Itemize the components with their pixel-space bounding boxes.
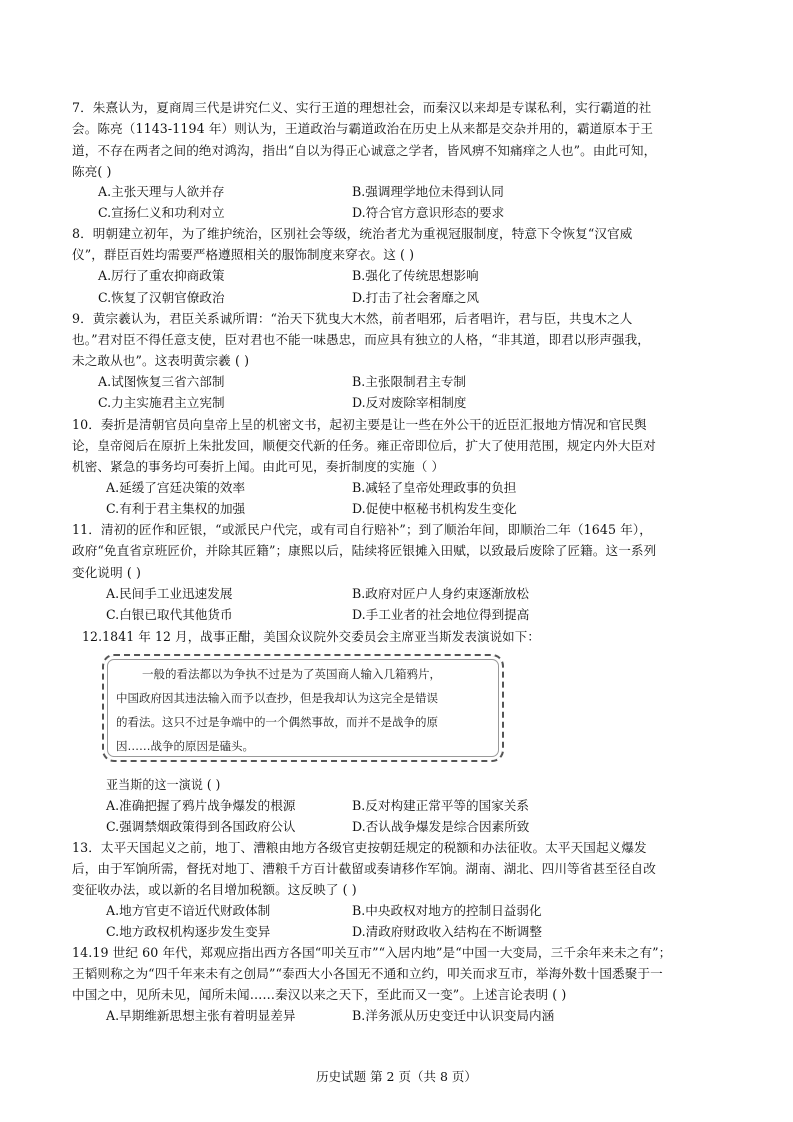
question-11-option-a: A.民间手工业迅速发展 [106, 586, 233, 601]
question-7-option-b: B.强调理学地位未得到认同 [352, 184, 504, 199]
question-7-option-a: A.主张天理与人欲并存 [98, 184, 225, 199]
page-footer: 历史试题 第 2 页（共 8 页） [316, 1069, 477, 1084]
question-8-line: 仪”，群臣百姓均需要严格遵照相关的服饰制度来穿衣。这 ( ) [72, 247, 415, 262]
question-7-line: 7．朱熹认为，夏商周三代是讲究仁义、实行王道的理想社会，而秦汉以来却是专谋私利，实行霸道的社 [72, 100, 652, 115]
question-9-option-a: A.试图恢复三省六部制 [98, 374, 225, 389]
question-12-intro: 12.1841 年 12 月，战事正酣，美国众议院外交委员会主席亚当斯发表演说如下： [82, 629, 540, 644]
question-9-option-c: C.力主实施君主立宪制 [98, 395, 225, 410]
question-12-option-c: C.强调禁烟政策得到各国政府公认 [106, 819, 296, 834]
question-10-line: 论，皇帝阅后在原折上朱批发回，顺便交代新的任务。雍正帝即位后，扩大了使用范围，规定内外大臣对 [72, 438, 656, 453]
question-13-option-b: B.中央政权对地方的控制日益弱化 [352, 903, 542, 918]
question-11-option-d: D.手工业者的社会地位得到提高 [352, 607, 530, 622]
question-12-option-d: D.否认战争爆发是综合因素所致 [352, 819, 530, 834]
question-7-option-c: C.宣扬仁义和功利对立 [98, 205, 225, 220]
question-14-line: 中国之中，见所未见，闻所未闻……秦汉以来之天下，至此而又一变”。上述言论表明 ( ) [72, 987, 567, 1002]
question-10-line: 机密、紧急的事务均可奏折上闻。由此可见，奏折制度的实施（ ） [72, 459, 445, 474]
question-13-option-c: C.地方政权机构逐步发生变异 [106, 924, 271, 939]
question-11-line: 政府“免直省京班匠价，并除其匠籍”；康熙以后，陆续将匠银摊入田赋，以致最后废除了匠籍。这一系列 [72, 543, 657, 558]
question-14-line: 14.19 世纪 60 年代，郑观应指出西方各国“叩关互市”“入居内地”是“中国一大变局，三千余年来未之有”； [72, 945, 672, 960]
question-14-option-b: B.洋务派从历史变迁中认识变局内涵 [352, 1008, 555, 1023]
question-12-option-a: A.准确把握了鸦片战争爆发的根源 [106, 798, 296, 813]
question-9-line: 9．黄宗羲认为，君臣关系诚所谓：“治天下犹曳大木然，前者唱邪，后者唱许，君与臣，共曳木之人 [72, 311, 633, 326]
question-13-line: 13．太平天国起义之前，地丁、漕粮由地方各级官吏按朝廷规定的税额和办法征收。太平天国起义爆发 [72, 840, 647, 855]
question-14-line: 王韬则称之为“四千年来未有之创局”“泰西大小各国无不通和立约，叩关而求互市，举海外数十国悉聚于一 [72, 966, 663, 981]
question-11-line: 变化说明 ( ) [72, 565, 142, 580]
question-8-option-a: A.厉行了重农抑商政策 [98, 268, 225, 283]
question-8-option-d: D.打击了社会奢靡之风 [352, 290, 479, 305]
question-13-option-a: A.地方官吏不谙近代财政体制 [106, 903, 271, 918]
question-9-line: 未之敢从也”。这表明黄宗羲 ( ) [72, 353, 250, 368]
question-13-option-d: D.清政府财政收入结构在不断调整 [352, 924, 542, 939]
quote-line: 的看法。这只不过是争端中的一个偶然事故，而并不是战争的原 [116, 715, 438, 729]
question-11-option-b: B.政府对匠户人身约束逐渐放松 [352, 586, 529, 601]
quote-line: 因……战争的原因是磕头。 [116, 739, 254, 753]
question-10-option-c: C.有利于君主集权的加强 [106, 501, 246, 516]
question-11-option-c: C.白银已取代其他货币 [106, 607, 233, 622]
question-7-line: 陈亮( ) [72, 164, 112, 179]
question-10-option-a: A.延缓了宫廷决策的效率 [106, 480, 246, 495]
question-7-line: 会。陈亮（1143-1194 年）则认为，王道政治与霸道政治在历史上从来都是交杂并用的，霸道原本于王 [72, 121, 654, 136]
question-8-option-b: B.强化了传统思想影响 [352, 268, 479, 283]
question-10-option-b: B.减轻了皇帝处理政事的负担 [352, 480, 517, 495]
question-7-option-d: D.符合官方意识形态的要求 [352, 205, 505, 220]
question-14-option-a: A.早期维新思想主张有着明显差异 [106, 1008, 296, 1023]
question-9-line: 也。”君对臣不得任意支使，臣对君也不能一味愚忠，而应具有独立的人格，“非其道，即君以形声强我， [72, 332, 650, 347]
question-7-line: 道，不存在两者之间的绝对鸿沟，指出“自以为得正心诚意之学者，皆风痹不知痛痒之人也”。由此可知， [72, 143, 657, 158]
question-9-option-b: B.主张限制君主专制 [352, 374, 467, 389]
quote-line: 中国政府因其违法输入而予以查抄，但是我却认为这完全是错误 [116, 691, 438, 705]
question-11-line: 11．清初的匠作和匠银，“或派民户代完，或有司自行赔补”；到了顺治年间，即顺治二年（1645 年）， [72, 522, 652, 537]
question-9-option-d: D.反对废除宰相制度 [352, 395, 467, 410]
question-12-stem: 亚当斯的这一演说 ( ) [106, 777, 221, 792]
question-13-line: 变征收办法，或以新的名目增加税额。这反映了 ( ) [72, 882, 357, 897]
question-8-line: 8．明朝建立初年，为了维护统治，区别社会等级，统治者尤为重视冠服制度，特意下令恢复“汉官威 [72, 226, 633, 241]
question-10-line: 10．奏折是清朝官员向皇帝上呈的机密文书，起初主要是让一些在外公干的近臣汇报地方情况和官民舆 [72, 417, 647, 432]
question-10-option-d: D.促使中枢秘书机构发生变化 [352, 501, 517, 516]
question-13-line: 后，由于军饷所需，督抚对地丁、漕粮千方百计截留或奏请移作军饷。湖南、湖北、四川等省甚至径自改 [72, 861, 656, 876]
question-12-option-b: B.反对构建正常平等的国家关系 [352, 798, 529, 813]
question-8-option-c: C.恢复了汉朝官僚政治 [98, 290, 225, 305]
quote-line: 一般的看法都以为争执不过是为了英国商人输入几箱鸦片， [142, 667, 441, 681]
